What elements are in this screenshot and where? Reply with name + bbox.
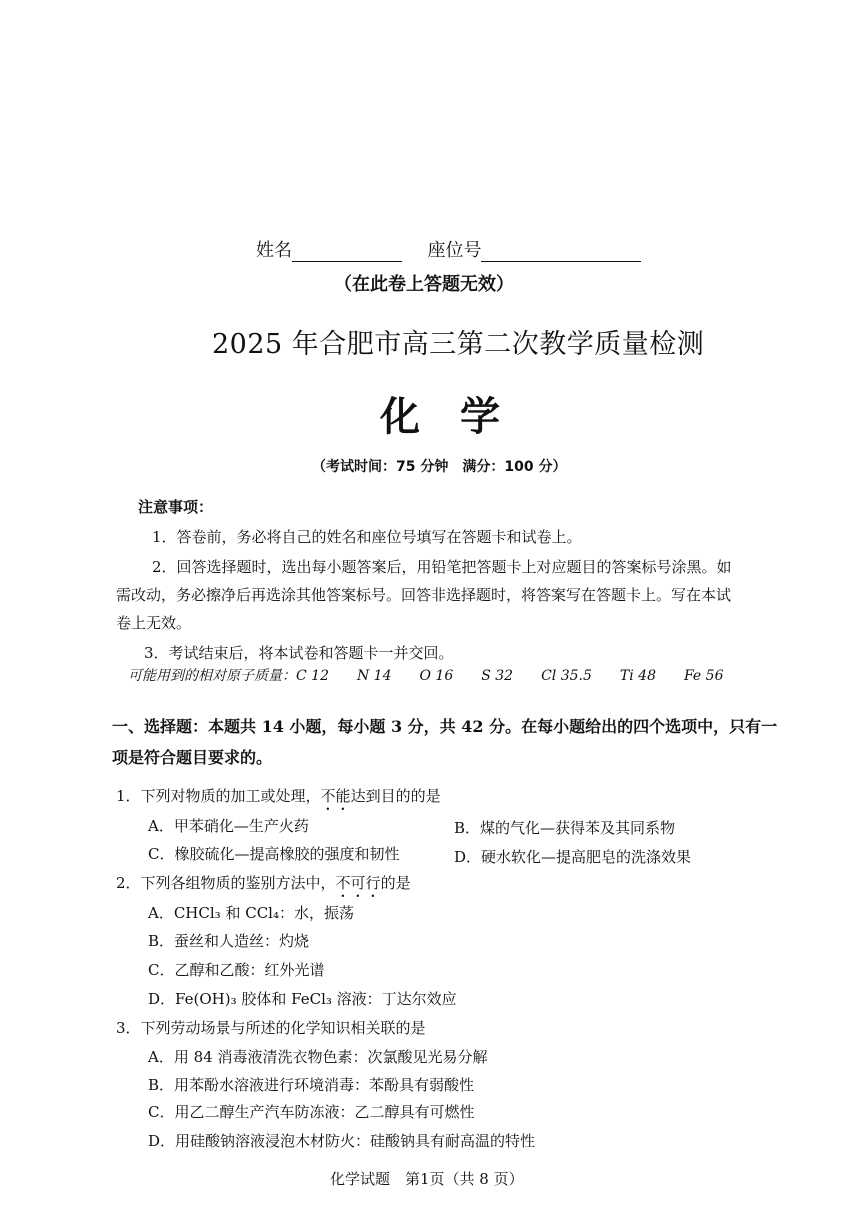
q3-option-d: D．用硅酸钠溶液浸泡木材防火：硅酸钠具有耐高温的特性 xyxy=(148,1132,536,1150)
subject-title: 化 学 xyxy=(380,393,500,440)
section-1-heading-line-2: 项是符合题目要求的。 xyxy=(112,748,273,767)
q2-stem-post: 的是 xyxy=(380,874,411,892)
q1-stem-post: 达到目的的是 xyxy=(350,787,441,805)
name-blank xyxy=(292,260,402,262)
seat-label: 座位号 xyxy=(427,240,482,261)
q2-stem-emph: 不可行 xyxy=(335,874,381,892)
page-footer: 化学试题 第1页（共 8 页） xyxy=(330,1170,524,1188)
name-seat-row xyxy=(256,236,641,262)
q1-stem xyxy=(116,785,441,814)
name-label: 姓名 xyxy=(256,240,292,261)
notes-item-2-line-3: 卷上无效。 xyxy=(116,614,192,632)
invalid-note: （在此卷上答题无效） xyxy=(334,274,514,295)
exam-title: 2025 年合肥市高三第二次教学质量检测 xyxy=(212,329,705,360)
q3-option-b: B．用苯酚水溶液进行环境消毒：苯酚具有弱酸性 xyxy=(148,1076,475,1094)
q3-option-a: A．用 84 消毒液清洗衣物色素：次氯酸见光易分解 xyxy=(148,1048,488,1066)
section-1-heading-line-1: 一、选择题：本题共 14 小题，每小题 3 分，共 42 分。在每小题给出的四个选项中，只有一 xyxy=(112,717,778,736)
seat-blank xyxy=(481,260,641,262)
notes-item-2-line-1: 2．回答选择题时，选出每小题答案后，用铅笔把答题卡上对应题目的答案标号涂黑。如 xyxy=(152,558,732,576)
notes-title: 注意事项： xyxy=(138,498,214,516)
q2-option-c: C．乙醇和乙酸：红外光谱 xyxy=(148,961,325,979)
q1-stem-emph: 不能 xyxy=(320,787,351,805)
q2-stem-pre: 2．下列各组物质的鉴别方法中， xyxy=(116,874,336,892)
notes-item-1: 1．答卷前，务必将自己的姓名和座位号填写在答题卡和试卷上。 xyxy=(152,528,582,546)
q2-option-d: D．Fe(OH)₃ 胶体和 FeCl₃ 溶液：丁达尔效应 xyxy=(148,990,457,1008)
q2-option-a: A．CHCl₃ 和 CCl₄：水，振荡 xyxy=(148,904,354,922)
atomic-masses: 可能用到的相对原子质量：C 12 N 14 O 16 S 32 Cl 35.5 Ti 48 Fe 56 xyxy=(128,668,724,684)
q1-option-b: B．煤的气化—获得苯及其同系物 xyxy=(454,819,676,837)
q3-option-c: C．用乙二醇生产汽车防冻液：乙二醇具有可燃性 xyxy=(148,1103,475,1121)
q1-option-a: A．甲苯硝化—生产火药 xyxy=(148,817,309,835)
q1-stem-pre: 1．下列对物质的加工或处理， xyxy=(116,787,321,805)
notes-item-3: 3．考试结束后，将本试卷和答题卡一并交回。 xyxy=(144,644,454,662)
q3-stem: 3．下列劳动场景与所述的化学知识相关联的是 xyxy=(116,1019,426,1037)
q1-option-d: D．硬水软化—提高肥皂的洗涤效果 xyxy=(454,848,692,866)
q2-option-b: B．蚕丝和人造丝：灼烧 xyxy=(148,932,310,950)
time-info: （考试时间：75 分钟 满分：100 分） xyxy=(312,459,567,475)
notes-item-2-line-2: 需改动，务必擦净后再选涂其他答案标号。回答非选择题时，将答案写在答题卡上。写在本试 xyxy=(116,586,732,604)
q2-stem xyxy=(116,872,411,901)
q1-option-c: C．橡胶硫化—提高橡胶的强度和韧性 xyxy=(148,845,400,863)
